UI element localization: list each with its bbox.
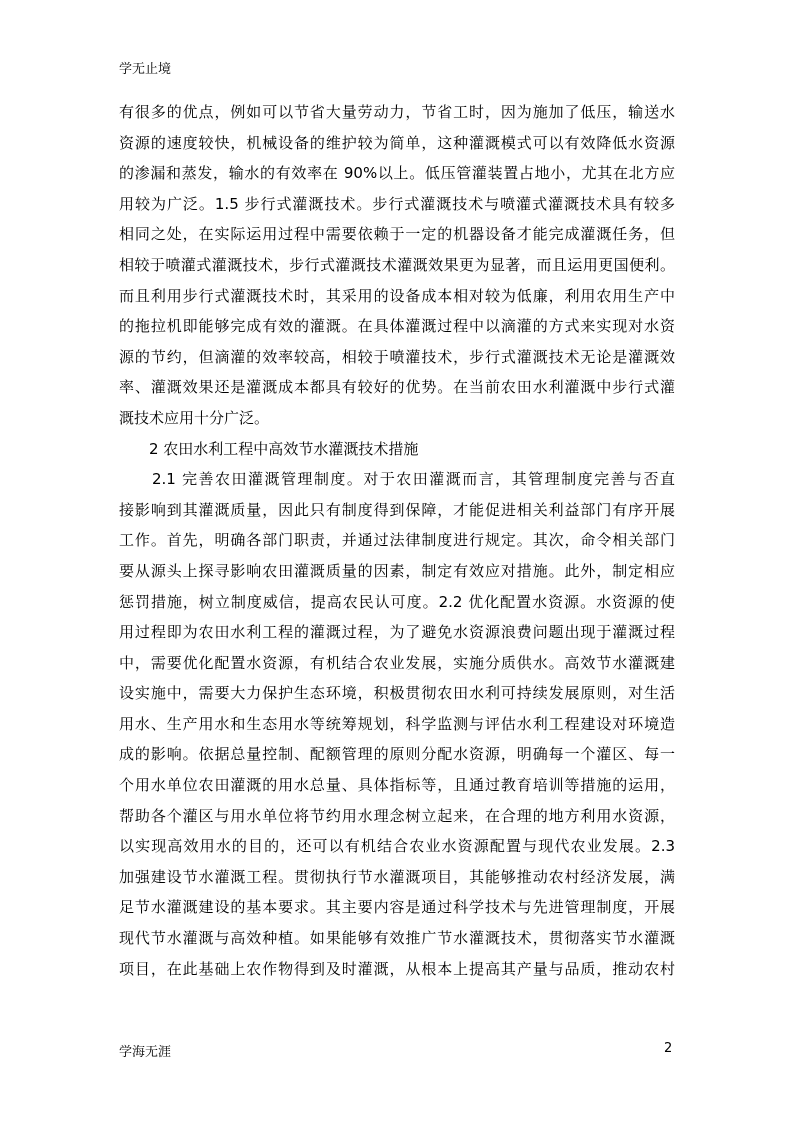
text-line: 2.1 完善农田灌溉管理制度。对于农田灌溉而言，其管理制度完善与否直 [119, 470, 675, 489]
text-line: 帮助各个灌区与用水单位将节约用水理念树立起来，在合理的地方利用水资源， [119, 806, 675, 825]
text-line: 源的节约，但滴灌的效率较高，相较于喷灌技术，步行式灌溉技术无论是灌溉效 [119, 347, 675, 366]
text-line: 接影响到其灌溉质量，因此只有制度得到保障，才能促进相关利益部门有序开展 [119, 500, 675, 519]
text-line: 中，需要优化配置水资源，有机结合农业发展，实施分质供水。高效节水灌溉建 [119, 653, 675, 672]
text-line: 相较于喷灌式灌溉技术，步行式灌溉技术灌溉效果更为显著，而且运用更国便利。 [119, 255, 675, 274]
text-line: 足节水灌溉建设的基本要求。其主要内容是通过科学技术与先进管理制度，开展 [119, 898, 675, 917]
text-line: 加强建设节水灌溉工程。贯彻执行节水灌溉项目，其能够推动农村经济发展，满 [119, 867, 675, 886]
text-line: 而且利用步行式灌溉技术时，其采用的设备成本相对较为低廉，利用农用生产中 [119, 286, 675, 305]
text-line: 工作。首先，明确各部门职责，并通过法律制度进行规定。其次，命令相关部门 [119, 531, 675, 550]
page-header: 学无止境 [119, 62, 172, 77]
text-line: 用较为广泛。1.5 步行式灌溉技术。步行式灌溉技术与喷灌式灌溉技术具有较多 [119, 194, 675, 213]
text-line: 相同之处，在实际运用过程中需要依赖于一定的机器设备才能完成灌溉任务，但 [119, 225, 675, 244]
text-line: 个用水单位农田灌溉的用水总量、具体指标等，且通过教育培训等措施的运用， [119, 776, 675, 795]
text-line: 设实施中，需要大力保护生态环境，积极贯彻农田水利可持续发展原则，对生活 [119, 684, 675, 703]
text-line: 以实现高效用水的目的，还可以有机结合农业水资源配置与现代农业发展。2.3 [119, 837, 675, 856]
text-line: 项目，在此基础上农作物得到及时灌溉，从根本上提高其产量与品质，推动农村 [119, 959, 675, 978]
text-line: 要从源头上探寻影响农田灌溉质量的因素，制定有效应对措施。此外，制定相应 [119, 561, 675, 580]
document-body [119, 97, 675, 984]
text-line: 资源的速度较快，机械设备的维护较为简单，这种灌溉模式可以有效降低水资源 [119, 133, 675, 152]
text-line: 有很多的优点，例如可以节省大量劳动力，节省工时，因为施加了低压，输送水 [119, 103, 675, 121]
text-line: 的拖拉机即能够完成有效的灌溉。在具体灌溉过程中以滴灌的方式来实现对水资 [119, 317, 675, 336]
text-line: 用过程即为农田水利工程的灌溉过程，为了避免水资源浪费问题出现于灌溉过程 [119, 623, 675, 642]
text-line: 现代节水灌溉与高效种植。如果能够有效推广节水灌溉技术，贯彻落实节水灌溉 [119, 929, 675, 948]
page-footer-text: 学海无涯 [119, 1045, 172, 1060]
text-line: 用水、生产用水和生态用水等统筹规划，科学监测与评估水利工程建设对环境造 [119, 714, 675, 733]
text-line: 惩罚措施，树立制度威信，提高农民认可度。2.2 优化配置水资源。水资源的使 [119, 592, 675, 611]
text-line: 成的影响。依据总量控制、配额管理的原则分配水资源，明确每一个灌区、每一 [119, 745, 675, 764]
page-number: 2 [664, 1041, 673, 1056]
text-line: 的渗漏和蒸发，输水的有效率在 90%以上。低压管灌装置占地小，尤其在北方应 [119, 164, 675, 183]
text-line: 溉技术应用十分广泛。 [119, 408, 270, 427]
section-heading: 2 农田水利工程中高效节水灌溉技术措施 [119, 439, 419, 458]
text-line: 率、灌溉效果还是灌溉成本都具有较好的优势。在当前农田水利灌溉中步行式灌 [119, 378, 675, 397]
